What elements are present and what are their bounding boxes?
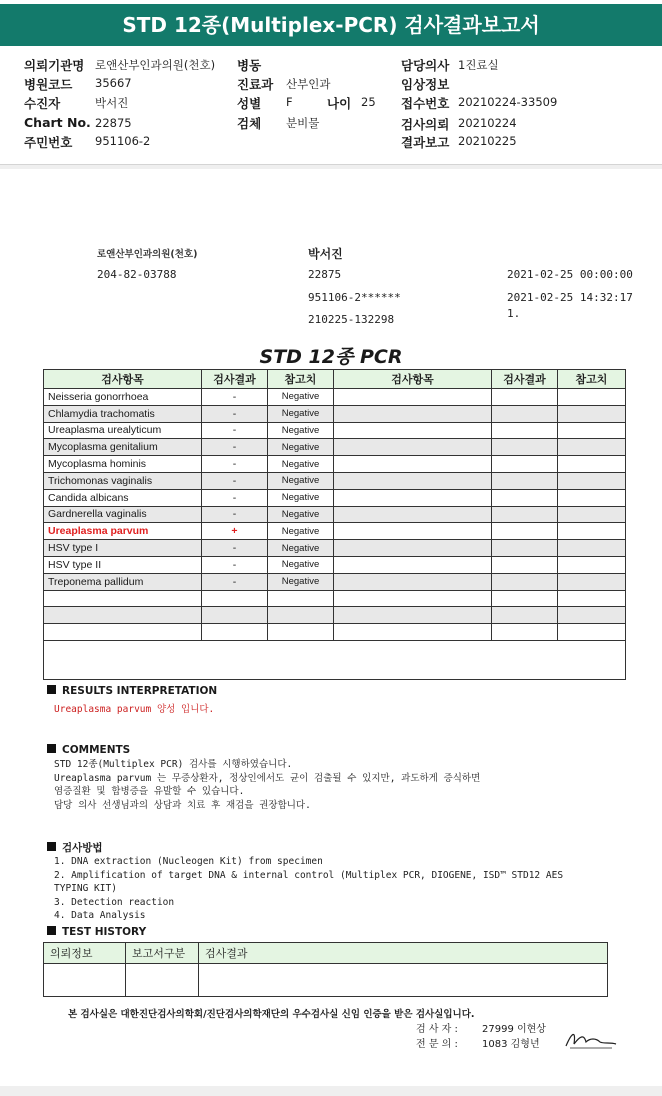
empty-row (44, 624, 626, 641)
test-result: - (202, 456, 268, 473)
column-header: 검사항목 (44, 370, 202, 389)
empty-cell (334, 556, 492, 573)
empty-cell (492, 523, 558, 540)
empty-cell (334, 422, 492, 439)
empty-cell (334, 573, 492, 590)
header-value: 35667 (95, 76, 132, 90)
test-result: - (202, 573, 268, 590)
date-received: 2021-02-25 00:00:00 (507, 268, 633, 281)
test-item-name: HSV type I (44, 540, 202, 557)
empty-cell (492, 573, 558, 590)
header-label: 담당의사 (401, 58, 450, 73)
test-result: - (202, 422, 268, 439)
empty-cell (492, 422, 558, 439)
history-header-row (44, 943, 608, 964)
reference-value: Negative (268, 556, 334, 573)
header-label: 접수번호 (401, 96, 450, 111)
reference-value: Negative (268, 573, 334, 590)
table-row (44, 439, 626, 456)
table-row (44, 523, 626, 540)
header-value: F (286, 95, 293, 109)
table-row (44, 456, 626, 473)
report-title-bar: STD 12종(Multiplex-PCR) 검사결과보고서 (0, 4, 662, 46)
empty-cell (268, 624, 334, 641)
column-header: 검사결과 (199, 943, 608, 964)
bullet-square-icon (47, 744, 56, 753)
header-label: 나이 (327, 96, 352, 111)
header-label: 수진자 (24, 96, 61, 111)
header-label: Chart No. (24, 115, 91, 130)
reference-value: Negative (268, 422, 334, 439)
divider (0, 165, 662, 169)
empty-cell (492, 472, 558, 489)
test-item-name: Trichomonas vaginalis (44, 472, 202, 489)
specialist-label: 전 문 의 : (416, 1039, 458, 1050)
empty-cell (202, 590, 268, 607)
header-value: 25 (361, 95, 376, 109)
column-header: 참고치 (558, 370, 626, 389)
resident-number: 951106-2****** (308, 291, 401, 304)
empty-cell (492, 556, 558, 573)
header-label: 주민번호 (24, 135, 73, 150)
header-label: 성별 (237, 96, 262, 111)
header-label: 의뢰기관명 (24, 58, 85, 73)
empty-cell (44, 624, 202, 641)
empty-cell (334, 607, 492, 624)
empty-cell (44, 590, 202, 607)
empty-cell (558, 523, 626, 540)
test-item-name: Candida albicans (44, 489, 202, 506)
empty-cell (558, 556, 626, 573)
page-bottom-bar (0, 1086, 662, 1096)
tester-label: 검 사 자 : (416, 1024, 458, 1035)
column-header: 보고서구분 (126, 943, 199, 964)
signature-icon (562, 1024, 618, 1054)
table-row (44, 556, 626, 573)
results-table (43, 369, 626, 680)
table-row (44, 422, 626, 439)
method-text: 1. DNA extraction (Nucleogen Kit) from specimen 2. Amplification of target DNA & internal control (Multiplex PCR, DIOGENE, ISD™ STD12 AES TYPING KIT) 3. Detection reaction 4. Data Analysis (54, 856, 564, 921)
test-item-name: Ureaplasma urealyticum (44, 422, 202, 439)
empty-cell (334, 439, 492, 456)
empty-cell (492, 506, 558, 523)
table-row (44, 540, 626, 557)
header-value: 951106-2 (95, 134, 151, 148)
empty-cell (492, 439, 558, 456)
reference-value: Negative (268, 489, 334, 506)
empty-cell (558, 472, 626, 489)
empty-cell (558, 624, 626, 641)
header-label: 진료과 (237, 77, 274, 92)
empty-cell (334, 624, 492, 641)
test-item-name: Treponema pallidum (44, 573, 202, 590)
empty-row (44, 590, 626, 607)
empty-cell (558, 506, 626, 523)
notes-row (44, 640, 626, 679)
empty-cell (492, 590, 558, 607)
comments-text: STD 12종(Multiplex PCR) 검사를 시행하였습니다. Ureaplasma parvum 는 무증상환자, 정상인에서도 균이 검출될 수 있지만, 과도하게 증식하면 염증질환 및 합병증을 유발할 수 있습니다. 담당 의사 선생님과의 상담과 치료 후 재검을 권장합니다. (54, 759, 481, 811)
test-result: - (202, 472, 268, 489)
empty-cell (492, 624, 558, 641)
test-result: - (202, 405, 268, 422)
test-item-name: Ureaplasma parvum (44, 523, 202, 540)
test-result: - (202, 556, 268, 573)
empty-cell (334, 523, 492, 540)
empty-cell (334, 472, 492, 489)
reference-value: Negative (268, 472, 334, 489)
test-result: - (202, 506, 268, 523)
test-result: + (202, 523, 268, 540)
empty-cell (558, 439, 626, 456)
results-header-row (44, 370, 626, 389)
column-header: 검사결과 (202, 370, 268, 389)
history-heading: TEST HISTORY (47, 926, 146, 938)
empty-cell (492, 389, 558, 406)
test-result: - (202, 389, 268, 406)
empty-cell (492, 540, 558, 557)
reference-value: Negative (268, 506, 334, 523)
chart-number: 22875 (308, 268, 342, 281)
reference-value: Negative (268, 405, 334, 422)
empty-cell (268, 590, 334, 607)
history-table (43, 942, 608, 997)
empty-cell (558, 607, 626, 624)
reference-value: Negative (268, 540, 334, 557)
empty-cell (334, 590, 492, 607)
interpretation-text: Ureaplasma parvum 양성 입니다. (54, 704, 215, 715)
empty-cell (558, 489, 626, 506)
empty-cell (558, 456, 626, 473)
empty-cell (492, 607, 558, 624)
header-value: 1진료실 (458, 58, 499, 72)
header-label: 검사의뢰 (401, 117, 450, 132)
empty-cell (202, 624, 268, 641)
header-value: 로앤산부인과의원(천호) (95, 58, 216, 72)
reference-value: Negative (268, 523, 334, 540)
header-value: 22875 (95, 116, 132, 130)
test-item-name: HSV type II (44, 556, 202, 573)
specialist-value: 1083 김형년 (482, 1039, 540, 1050)
header-value: 산부인과 (286, 77, 331, 91)
header-value: 20210224-33509 (458, 95, 558, 109)
empty-cell (492, 405, 558, 422)
column-header: 검사항목 (334, 370, 492, 389)
reference-value: Negative (268, 456, 334, 473)
header-label: 임상정보 (401, 77, 450, 92)
empty-cell (558, 590, 626, 607)
reference-value: Negative (268, 389, 334, 406)
header-label: 결과보고 (401, 135, 450, 150)
empty-cell (44, 607, 202, 624)
date-reported: 2021-02-25 14:32:17 (507, 291, 633, 304)
table-row (44, 389, 626, 406)
report-title: STD 12종 PCR (259, 346, 403, 368)
empty-cell (558, 540, 626, 557)
notes-cell (44, 640, 626, 679)
reference-value: Negative (268, 439, 334, 456)
empty-cell (558, 573, 626, 590)
header-value: 20210224 (458, 116, 517, 130)
empty-cell (558, 422, 626, 439)
test-item-name: Mycoplasma genitalium (44, 439, 202, 456)
history-empty-row (44, 964, 608, 997)
header-value: 분비물 (286, 116, 320, 130)
clinic-name: 로앤산부인과의원(천호) (97, 249, 198, 260)
header-label: 병동 (237, 58, 262, 73)
report-header (0, 46, 662, 165)
empty-cell (334, 389, 492, 406)
empty-row (44, 607, 626, 624)
empty-cell (492, 489, 558, 506)
interpretation-heading: RESULTS INTERPRETATION (47, 685, 217, 697)
table-row (44, 573, 626, 590)
empty-cell (268, 607, 334, 624)
tester-value: 27999 이현상 (482, 1024, 546, 1035)
header-label: 검체 (237, 116, 262, 131)
column-header: 검사결과 (492, 370, 558, 389)
header-value: 박서진 (95, 96, 129, 110)
test-result: - (202, 489, 268, 506)
test-item-name: Neisseria gonorrhoea (44, 389, 202, 406)
table-row (44, 506, 626, 523)
certification-note: 본 검사실은 대한진단검사의학회/진단검사의학재단의 우수검사실 신임 인증을 받은 검사실입니다. (68, 1009, 475, 1020)
bullet-square-icon (47, 685, 56, 694)
method-heading: 검사방법 (47, 840, 103, 855)
test-result: - (202, 439, 268, 456)
test-item-name: Mycoplasma hominis (44, 456, 202, 473)
column-header: 참고치 (268, 370, 334, 389)
empty-cell (558, 405, 626, 422)
test-item-name: Chlamydia trachomatis (44, 405, 202, 422)
empty-cell (334, 489, 492, 506)
test-item-name: Gardnerella vaginalis (44, 506, 202, 523)
receipt-number: 210225-132298 (308, 313, 395, 326)
table-row (44, 472, 626, 489)
empty-cell (334, 405, 492, 422)
bullet-square-icon (47, 842, 56, 851)
comments-heading: COMMENTS (47, 744, 130, 756)
empty-cell (202, 607, 268, 624)
header-label: 병원코드 (24, 77, 73, 92)
table-row (44, 489, 626, 506)
empty-cell (334, 456, 492, 473)
empty-cell (492, 456, 558, 473)
bullet-square-icon (47, 926, 56, 935)
patient-name: 박서진 (308, 247, 343, 261)
column-header: 의뢰정보 (44, 943, 126, 964)
table-row (44, 405, 626, 422)
business-number: 204-82-03788 (97, 268, 177, 281)
empty-cell (334, 540, 492, 557)
header-value: 20210225 (458, 134, 517, 148)
empty-cell (334, 506, 492, 523)
test-result: - (202, 540, 268, 557)
date-tail: 1. (507, 307, 521, 320)
empty-cell (558, 389, 626, 406)
